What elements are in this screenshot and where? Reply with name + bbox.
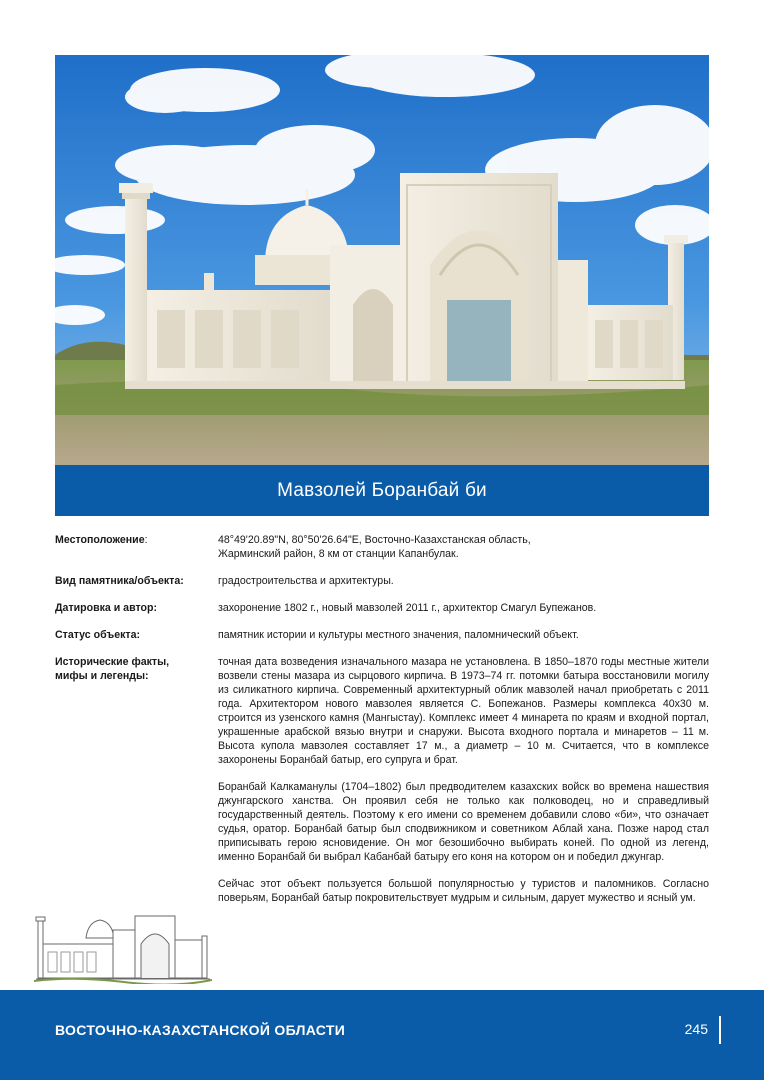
footer-region: ВОСТОЧНО-КАЗАХСТАНСКОЙ ОБЛАСТИ xyxy=(55,1022,346,1038)
field-value xyxy=(218,533,709,561)
mausoleum-sketch-icon xyxy=(34,910,212,984)
field-history xyxy=(55,655,709,918)
field-label xyxy=(55,655,218,918)
monument-title: Мавзолей Боранбай би xyxy=(55,465,709,516)
field-location xyxy=(55,533,709,561)
history-label-line-1: Исторические факты, xyxy=(55,656,170,668)
field-value: градостроительства и архитектуры. xyxy=(218,575,394,587)
history-paragraph: Боранбай Калкаманулы (1704–1802) был предводителем казахских войск во времена нашествия джунгарского ханства. Он проявил себя не только как полководец, но и справедливый государственный деятель. Поэтому к его имени со временем добавили слово «би», что означает судья, оратор. Боранбай батыр был сподвижником и советником Аблай хана. Позже народ стал приписывать герою ясновидение. Он мог безошибочно выбирать коней. По одной из легенд, именно Боранбай би выбрал Кабанбай батыру его коня на котором он и победил джунгар. xyxy=(218,781,709,863)
field-type xyxy=(55,574,709,588)
history-paragraph: Сейчас этот объект пользуется большой популярностью у туристов и паломников. Согласно поверьям, Боранбай батыр покровительствует мудрым и сильным, дарует мужество и ясный ум. xyxy=(218,878,709,904)
field-dating xyxy=(55,601,709,615)
field-label: Вид памятника/объекта: xyxy=(55,575,184,587)
history-paragraph: точная дата возведения изначального мазара не установлена. В 1850–1870 годы местные жители возвели стены мазара из сырцового кирпича. В 1973–74 гг. потомки батыра восстановили могилу из силикатного кирпича. Современный архитектурный облик мавзолей начал приобретать с 2011 года. Архитектором нового мавзолея является С. Бопежанов. Размеры комплекса 40х30 м. строится из узенского камня (Мангыстау). Комплекс имеет 4 минарета по краям и входной портал, украшенные арабской вязью внутри и снаружи. Высота входного портала и минаретов – 11 м. Высота купола мавзолея составляет 17 м., а диаметр – 10 м. Считается, что в комплексе захоронены Боранбай батыр, его супруга и брат. xyxy=(218,656,709,766)
field-status xyxy=(55,628,709,642)
page-footer xyxy=(0,990,764,1080)
monument-info xyxy=(55,533,709,931)
history-label-line-2: мифы и легенды: xyxy=(55,670,149,682)
field-label: Статус объекта: xyxy=(55,629,141,641)
footer-divider xyxy=(719,1016,721,1044)
location-line-2: Жарминский район, 8 км от станции Капанбулак. xyxy=(218,548,459,560)
mausoleum-photo xyxy=(55,55,709,465)
location-line-1: 48°49'20.89"N, 80°50'26.64"E, Восточно-Казахстанская область, xyxy=(218,534,531,546)
location-label: Местоположение xyxy=(55,534,145,546)
location-label-colon: : xyxy=(144,534,148,546)
field-value: захоронение 1802 г., новый мавзолей 2011 г., архитектор Смагул Бупежанов. xyxy=(218,602,597,614)
field-label xyxy=(55,533,218,561)
field-value: памятник истории и культуры местного значения, паломнический объект. xyxy=(218,629,579,641)
field-value xyxy=(218,655,709,918)
field-label: Датировка и автор: xyxy=(55,602,157,614)
page-number: 245 xyxy=(684,1021,708,1037)
